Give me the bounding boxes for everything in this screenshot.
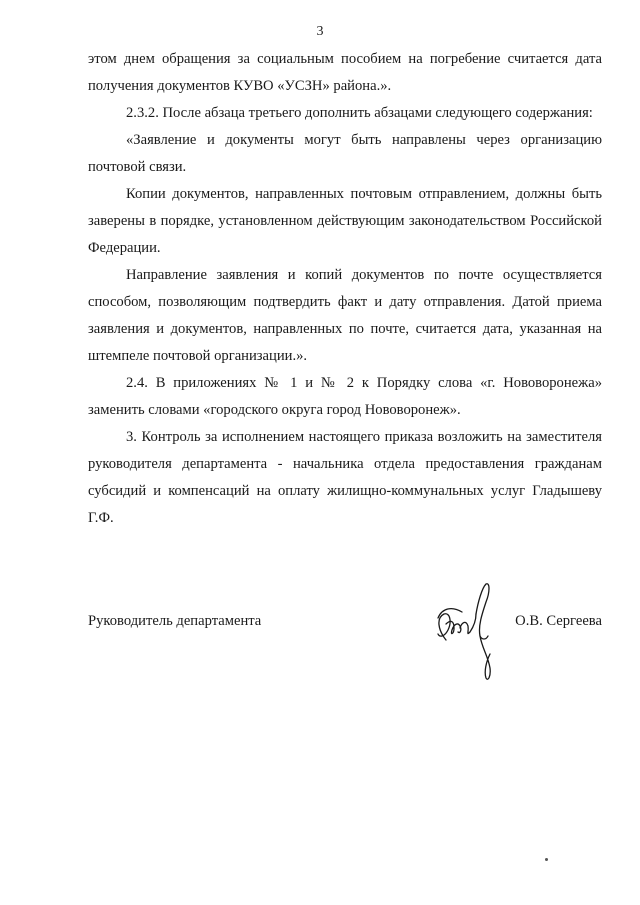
signatory-name: О.В. Сергеева — [515, 613, 602, 629]
document-body — [88, 46, 602, 532]
scan-speck — [545, 858, 548, 861]
signatory-position: Руководитель департамента — [88, 613, 262, 629]
handwritten-signature — [432, 578, 502, 688]
paragraph-clause-2-3-2: 2.3.2. После абзаца третьего дополнить абзацами следующего содержания: — [126, 105, 593, 121]
paragraph-clause-3-control: 3. Контроль за исполнением настоящего приказа возложить на заместителя руководителя департамента - начальника отдела предоставления гражданам субсидий и компенсаций на оплату жилищно-коммунальных услуг Гладышеву Г.Ф. — [88, 429, 602, 526]
signature-block — [88, 609, 602, 639]
paragraph-clause-2-4: 2.4. В приложениях № 1 и № 2 к Порядку слова «г. Нововоронежа» заменить словами «городского округа город Нововоронеж». — [88, 375, 602, 418]
paragraph-continuation: этом днем обращения за социальным пособием на погребение считается дата получения документов КУВО «УСЗН» района.». — [88, 51, 602, 94]
paragraph-postal-receipt-date: Направление заявления и копий документов по почте осуществляется способом, позволяющим подтвердить факт и дату отправления. Датой приема заявления и документов, направленных по почте, считается дата, указанная на штемпеле почтовой организации.». — [88, 267, 602, 364]
paragraph-postal-submission: «Заявление и документы могут быть направлены через организацию почтовой связи. — [88, 132, 602, 175]
paragraph-copies-certification: Копии документов, направленных почтовым отправлением, должны быть заверены в порядке, установленном действующим законодательством Российской Федерации. — [88, 186, 602, 256]
page-number: 3 — [316, 24, 324, 39]
